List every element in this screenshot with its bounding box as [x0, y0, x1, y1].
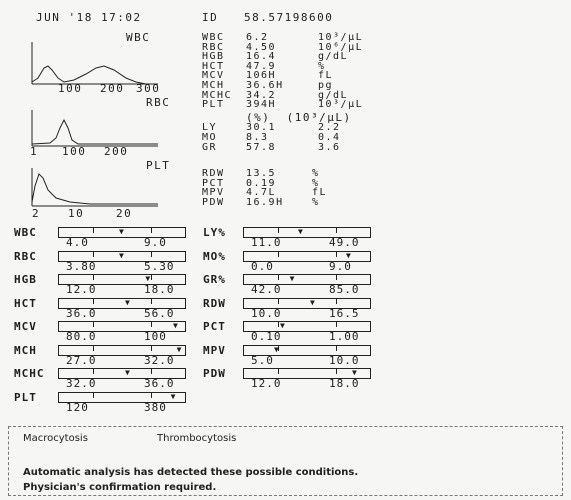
gauge-name: MPV: [203, 343, 226, 357]
diff-pct: 30.1: [246, 122, 277, 133]
plt-result-unit: %: [312, 168, 320, 179]
gauge-tick: [278, 227, 279, 233]
result-unit: %: [318, 60, 326, 72]
hist-rbc: [30, 108, 160, 150]
hist-wbc-tick-3: 300: [136, 82, 161, 95]
message-line-2: Physician's confirmation required.: [23, 482, 217, 493]
gauge-tick: [151, 321, 152, 327]
plt-result-unit: %: [312, 196, 320, 208]
gauge-name: MCV: [14, 320, 37, 333]
gauge-marker-icon: ▼: [119, 250, 124, 260]
gauge-low: 120: [66, 400, 89, 414]
gauge-name: WBC: [14, 226, 37, 239]
result-name: HCT: [202, 60, 225, 72]
gauge-marker-icon: ▼: [280, 321, 285, 330]
gauge-marker-icon: ▼: [352, 368, 357, 377]
diff-pct: 8.3: [246, 132, 269, 143]
gauge-name: MO%: [203, 249, 226, 263]
plt-result-name: MPV: [202, 187, 225, 198]
plt-result-unit: %: [312, 177, 320, 189]
hist-rbc-tick-1: 1: [30, 145, 39, 158]
gauge-name: LY%: [203, 226, 226, 239]
result-name: MCH: [202, 80, 225, 91]
gauge-marker-icon: ▼: [173, 321, 178, 330]
gauge-tick: [151, 345, 152, 351]
print-date: JUN '18 17:02: [36, 11, 142, 24]
gauge-tick: [93, 274, 94, 280]
hist-plt-label: PLT: [146, 159, 171, 172]
gauge-low: 80.0: [66, 330, 97, 343]
diff-abs: 0.4: [318, 132, 341, 143]
gauge-low: 32.0: [66, 377, 97, 390]
gauge-marker-icon: ▼: [289, 274, 295, 283]
gauge-tick: [336, 368, 337, 374]
gauge-name: PLT: [14, 390, 37, 404]
result-name: PLT: [202, 99, 225, 111]
message-line-1: Automatic analysis has detected these possible conditions.: [23, 467, 359, 478]
plt-result-unit: fL: [312, 187, 328, 198]
gauge-high: 36.0: [144, 377, 175, 390]
hist-plt-tick-1: 2: [32, 207, 41, 220]
hist-rbc-tick-2: 100: [62, 145, 87, 158]
result-unit: g/dL: [318, 89, 349, 101]
gauge-name: RBC: [14, 249, 37, 263]
gauge-tick: [151, 227, 152, 233]
hist-rbc-tick-3: 200: [104, 145, 129, 158]
gauge-high: 18.0: [144, 283, 175, 296]
hist-plt-tick-2: 10: [68, 207, 85, 220]
gauge-tick: [336, 251, 337, 257]
gauge-low: 5.0: [251, 353, 274, 367]
result-value: 16.4: [246, 51, 277, 63]
hist-plt: [30, 166, 160, 210]
diff-abs: 2.2: [318, 122, 341, 133]
diff-pct: 57.8: [246, 142, 277, 153]
gauge-tick: [278, 321, 279, 327]
gauge-tick: [151, 274, 152, 280]
flag-thrombocytosis: Thrombocytosis: [157, 433, 237, 444]
gauge-low: 11.0: [251, 236, 282, 249]
gauge-name: HGB: [14, 273, 37, 286]
result-value: 106H: [246, 70, 277, 82]
result-unit: fL: [318, 70, 334, 82]
result-unit: g/dL: [318, 51, 349, 63]
gauge-name: RDW: [203, 296, 226, 310]
id-label: ID: [202, 11, 219, 24]
result-unit: pg: [318, 80, 334, 91]
hist-rbc-label: RBC: [146, 96, 171, 109]
gauge-tick: [336, 298, 337, 304]
hist-plt-tick-3: 20: [116, 207, 133, 220]
gauge-name: MCH: [14, 343, 37, 357]
gauge-tick: [336, 227, 337, 233]
gauge-high: 9.0: [144, 236, 167, 249]
result-name: HGB: [202, 51, 225, 63]
gauge-tick: [278, 251, 279, 257]
gauge-marker-icon: ▼: [145, 274, 151, 283]
gauge-marker-icon: ▼: [176, 344, 182, 354]
gauge-tick: [336, 321, 337, 327]
gauge-high: 16.5: [329, 306, 360, 320]
gauge-tick: [93, 345, 94, 351]
gauge-high: 32.0: [144, 353, 175, 367]
gauge-name: MCHC: [14, 367, 45, 380]
gauge-tick: [151, 298, 152, 304]
gauge-tick: [278, 274, 279, 280]
result-value: 4.50: [246, 41, 277, 53]
gauge-high: 18.0: [329, 377, 360, 390]
diff-name: MO: [202, 132, 218, 143]
diff-name: LY: [202, 122, 218, 133]
result-unit: 10³/µL: [318, 32, 364, 43]
result-unit: 10⁶/µL: [318, 41, 364, 53]
gauge-low: 36.0: [66, 306, 97, 320]
gauge-tick: [151, 368, 152, 374]
gauge-marker-icon: ▼: [310, 297, 315, 307]
gauge-tick: [93, 321, 94, 327]
result-unit: 10³/µL: [318, 99, 364, 111]
gauge-low: 0.10: [251, 330, 282, 343]
gauge-low: 10.0: [251, 306, 282, 320]
result-name: MCHC: [202, 89, 233, 101]
gauge-low: 12.0: [251, 377, 282, 390]
gauge-marker-icon: ▼: [119, 227, 124, 236]
gauge-high: 10.0: [329, 353, 360, 367]
gauge-tick: [93, 298, 94, 304]
gauge-marker-icon: ▼: [125, 297, 130, 307]
gauge-tick: [336, 345, 337, 351]
id-value: 58.57198600: [244, 11, 334, 24]
plt-result-value: 0.19: [246, 177, 277, 189]
result-value: 6.2: [246, 32, 269, 43]
result-name: RBC: [202, 41, 225, 53]
gauge-low: 27.0: [66, 353, 97, 367]
diff-header: (%) (10³/µL): [246, 111, 352, 124]
gauge-tick: [151, 251, 152, 257]
gauge-low: 42.0: [251, 283, 282, 296]
plt-result-name: RDW: [202, 168, 225, 179]
gauge-marker-icon: ▼: [298, 227, 303, 236]
result-value: 34.2: [246, 89, 277, 101]
gauge-high: 49.0: [329, 236, 360, 249]
gauge-name: PDW: [203, 367, 226, 380]
message-box: [8, 426, 563, 496]
result-name: MCV: [202, 70, 225, 82]
hist-wbc-label: WBC: [126, 31, 151, 44]
gauge-tick: [278, 298, 279, 304]
gauge-tick: [151, 392, 152, 398]
plt-result-name: PDW: [202, 196, 225, 208]
gauge-tick: [93, 392, 94, 398]
gauge-name: GR%: [203, 273, 226, 286]
gauge-tick: [93, 227, 94, 233]
gauge-tick: [278, 368, 279, 374]
gauge-low: 0.0: [251, 259, 274, 273]
flag-macrocytosis: Macrocytosis: [23, 433, 88, 444]
gauge-low: 4.0: [66, 236, 89, 249]
gauge-marker-icon: ▼: [346, 250, 351, 260]
result-value: 47.9: [246, 60, 277, 72]
result-value: 394H: [246, 99, 277, 111]
plt-result-value: 13.5: [246, 168, 277, 179]
gauge-high: 1.00: [329, 330, 360, 343]
gauge-marker-icon: ▼: [170, 391, 176, 401]
gauge-tick: [336, 274, 337, 280]
gauge-marker-icon: ▼: [125, 368, 130, 377]
hist-wbc-tick-1: 100: [58, 82, 83, 95]
gauge-name: HCT: [14, 296, 37, 310]
gauge-marker-icon: ▼: [274, 344, 279, 354]
gauge-tick: [93, 368, 94, 374]
gauge-name: PCT: [203, 320, 226, 333]
diff-name: GR: [202, 142, 218, 153]
gauge-high: 5.30: [144, 259, 175, 273]
plt-result-name: PCT: [202, 177, 225, 189]
gauge-high: 9.0: [329, 259, 352, 273]
result-name: WBC: [202, 32, 225, 43]
diff-abs: 3.6: [318, 142, 341, 153]
plt-result-value: 4.7L: [246, 187, 277, 198]
result-value: 36.6H: [246, 80, 284, 91]
gauge-tick: [93, 251, 94, 257]
gauge-low: 12.0: [66, 283, 97, 296]
gauge-low: 3.80: [66, 259, 97, 273]
plt-result-value: 16.9H: [246, 196, 284, 208]
gauge-high: 85.0: [329, 283, 360, 296]
gauge-high: 380: [144, 400, 167, 414]
hist-wbc-tick-2: 200: [100, 82, 125, 95]
gauge-high: 100: [144, 330, 167, 343]
gauge-high: 56.0: [144, 306, 175, 320]
